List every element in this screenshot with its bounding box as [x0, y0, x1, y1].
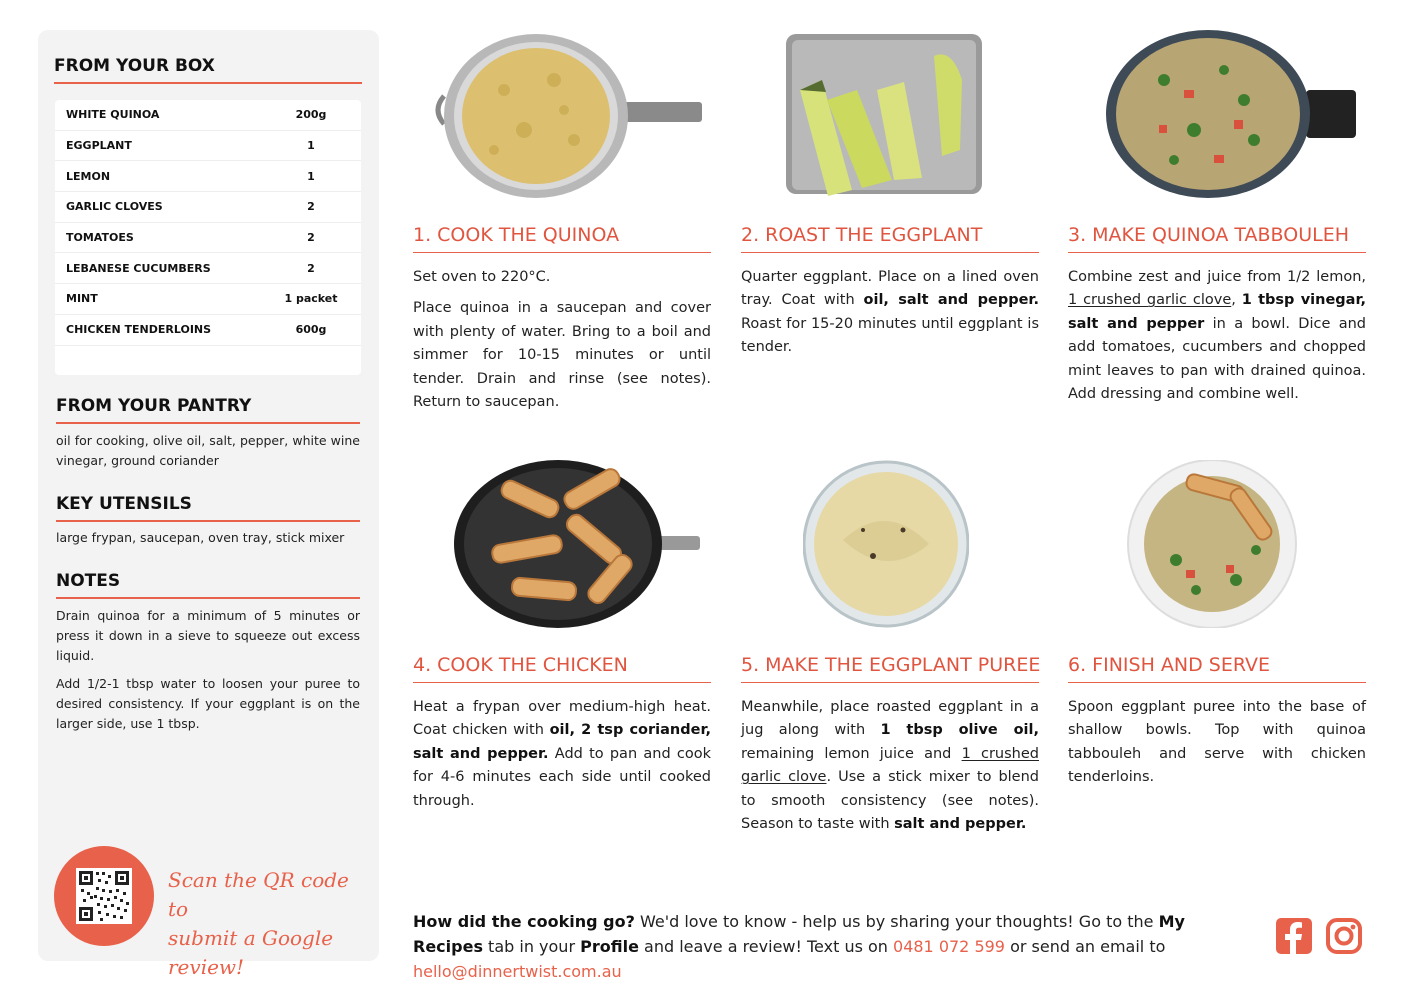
ingredient-row [55, 100, 361, 131]
note-item: Drain quinoa for a minimum of 5 minutes or press it down in a sieve to squeeze out excess liquid. [56, 608, 360, 663]
step-3-body [1068, 266, 1366, 406]
ingredients-table [55, 100, 361, 375]
phone-link[interactable]: 0481 072 599 [893, 937, 1005, 956]
step-2-title: 2. ROAST THE EGGPLANT [741, 224, 1039, 253]
ingredient-row [55, 131, 361, 162]
my-recipes-label: My Recipes [413, 912, 1185, 956]
footer-question: How did the cooking go? [413, 912, 635, 931]
feedback-footer [413, 909, 1258, 984]
facebook-icon[interactable] [1275, 917, 1313, 955]
step-bold-text: oil, salt and pepper. [863, 292, 1039, 309]
ingredient-row [55, 284, 361, 315]
qr-review-prompt [168, 866, 368, 982]
sidebar [38, 30, 379, 979]
ingredient-qty: 1 [307, 169, 315, 183]
step-bold-text: salt and pepper. [894, 816, 1027, 833]
step-2-body [741, 266, 1039, 360]
step-5-body [741, 696, 1039, 836]
step-text: remaining lemon juice and [741, 745, 962, 762]
note-item: Add 1/2-1 tbsp water to loosen your puree to desired consistency. If your eggplant is on the larger side, use 1 tbsp. [56, 676, 360, 731]
step-bold-text: 1 tbsp olive oil, [880, 722, 1039, 739]
step-text: Place quinoa in a saucepan and cover with plenty of water. Bring to a boil and simmer for 10-15 minutes or until tender. Drain and rinse (see notes). Return to saucepan. [413, 300, 711, 411]
email-link[interactable]: hello@dinnertwist.com.au [413, 962, 622, 981]
ingredient-row [55, 192, 361, 223]
footer-text: tab in your [482, 937, 581, 956]
step-text: in a bowl. Dice and add tomatoes, cucumbers and chopped mint leaves to pan with drained quinoa. Add dressing and combine well. [1068, 315, 1367, 403]
step-1-body [413, 266, 711, 414]
ingredient-name: MINT [66, 292, 98, 306]
ingredient-name: LEBANESE CUCUMBERS [66, 261, 211, 275]
quinoa-saucepan-image [424, 30, 704, 198]
step-6-body [1068, 696, 1366, 790]
ingredient-name: TOMATOES [66, 231, 134, 245]
step-underlined-text: 1 crushed garlic clove [1068, 292, 1232, 309]
step-3-title: 3. MAKE QUINOA TABBOULEH [1068, 224, 1366, 253]
ingredient-name: GARLIC CLOVES [66, 200, 163, 214]
from-your-box-heading: FROM YOUR BOX [54, 56, 362, 84]
step-text: , [1231, 292, 1242, 309]
utensils-text: large frypan, saucepan, oven tray, stick mixer [56, 530, 345, 545]
step-text: Add to pan and cook for 4-6 minutes each side until cooked through. [413, 745, 711, 809]
ingredient-qty: 2 [307, 261, 315, 275]
step-text: Spoon eggplant puree into the base of shallow bowls. Top with quinoa tabbouleh and serve with chicken tenderloins. [1068, 699, 1366, 786]
step-4-title: 4. COOK THE CHICKEN [413, 654, 711, 683]
ingredient-row [55, 315, 361, 346]
ingredient-qty: 2 [307, 200, 315, 214]
step-text: Quarter eggplant. Place on a lined oven tray. Coat with [741, 269, 1039, 309]
step-text: Set oven to 220°C. [413, 269, 551, 285]
step-6-title: 6. FINISH AND SERVE [1068, 654, 1366, 683]
ingredient-name: EGGPLANT [66, 139, 132, 153]
step-5-title: 5. MAKE THE EGGPLANT PUREE [741, 654, 1039, 683]
profile-label: Profile [580, 937, 639, 956]
ingredient-qty: 600g [295, 323, 327, 337]
ingredient-qty: 2 [307, 231, 315, 245]
qr-badge[interactable] [54, 846, 154, 946]
notes-text [56, 606, 360, 734]
ingredient-qty: 200g [295, 108, 327, 122]
ingredient-qty: 1 packet [284, 292, 338, 306]
step-text: Heat a frypan over medium-high heat. Coat chicken with [413, 699, 711, 739]
ingredient-name: CHICKEN TENDERLOINS [66, 323, 212, 337]
footer-text: and leave a review! Text us on [638, 937, 894, 956]
finished-dish-image [1126, 460, 1298, 628]
eggplant-tray-image [782, 30, 986, 198]
footer-text: or send an email to [1004, 937, 1166, 956]
footer-text: We'd love to know - help us by sharing your thoughts! Go to the [634, 912, 1159, 931]
pantry-text: oil for cooking, olive oil, salt, pepper, white wine vinegar, ground coriander [56, 433, 360, 468]
step-4-body [413, 696, 711, 813]
instagram-icon[interactable] [1325, 917, 1363, 955]
step-1-title: 1. COOK THE QUINOA [413, 224, 711, 253]
quinoa-tabbouleh-image [1104, 30, 1358, 198]
utensils-heading: KEY UTENSILS [56, 494, 360, 522]
ingredient-name: LEMON [66, 169, 111, 183]
qr-text-line: submit a Google review! [168, 926, 334, 979]
step-bold-text: 1 tbsp vinegar, salt and pepper [1068, 292, 1366, 332]
step-text: Roast for 15-20 minutes until eggplant is tender. [741, 315, 1039, 356]
ingredient-row [55, 253, 361, 284]
notes-heading: NOTES [56, 571, 360, 599]
ingredient-row [55, 161, 361, 192]
pantry-heading: FROM YOUR PANTRY [56, 396, 360, 424]
qr-code-icon[interactable] [76, 868, 132, 924]
step-text: Meanwhile, place roasted eggplant in a jug along with [741, 699, 1039, 739]
qr-text-line: Scan the QR code to [168, 868, 349, 921]
step-bold-text: oil, 2 tsp coriander, salt and pepper. [413, 722, 711, 762]
ingredient-row [55, 223, 361, 254]
eggplant-puree-image [803, 460, 969, 628]
step-underlined-text: 1 crushed garlic clove [741, 745, 1039, 786]
step-text: Combine zest and juice from 1/2 lemon, [1068, 269, 1366, 285]
ingredient-name: WHITE QUINOA [66, 108, 160, 122]
chicken-frypan-image [452, 460, 704, 628]
step-text: . Use a stick mixer to blend to smooth consistency (see notes). Season to taste with [741, 769, 1039, 833]
ingredient-qty: 1 [307, 139, 315, 153]
